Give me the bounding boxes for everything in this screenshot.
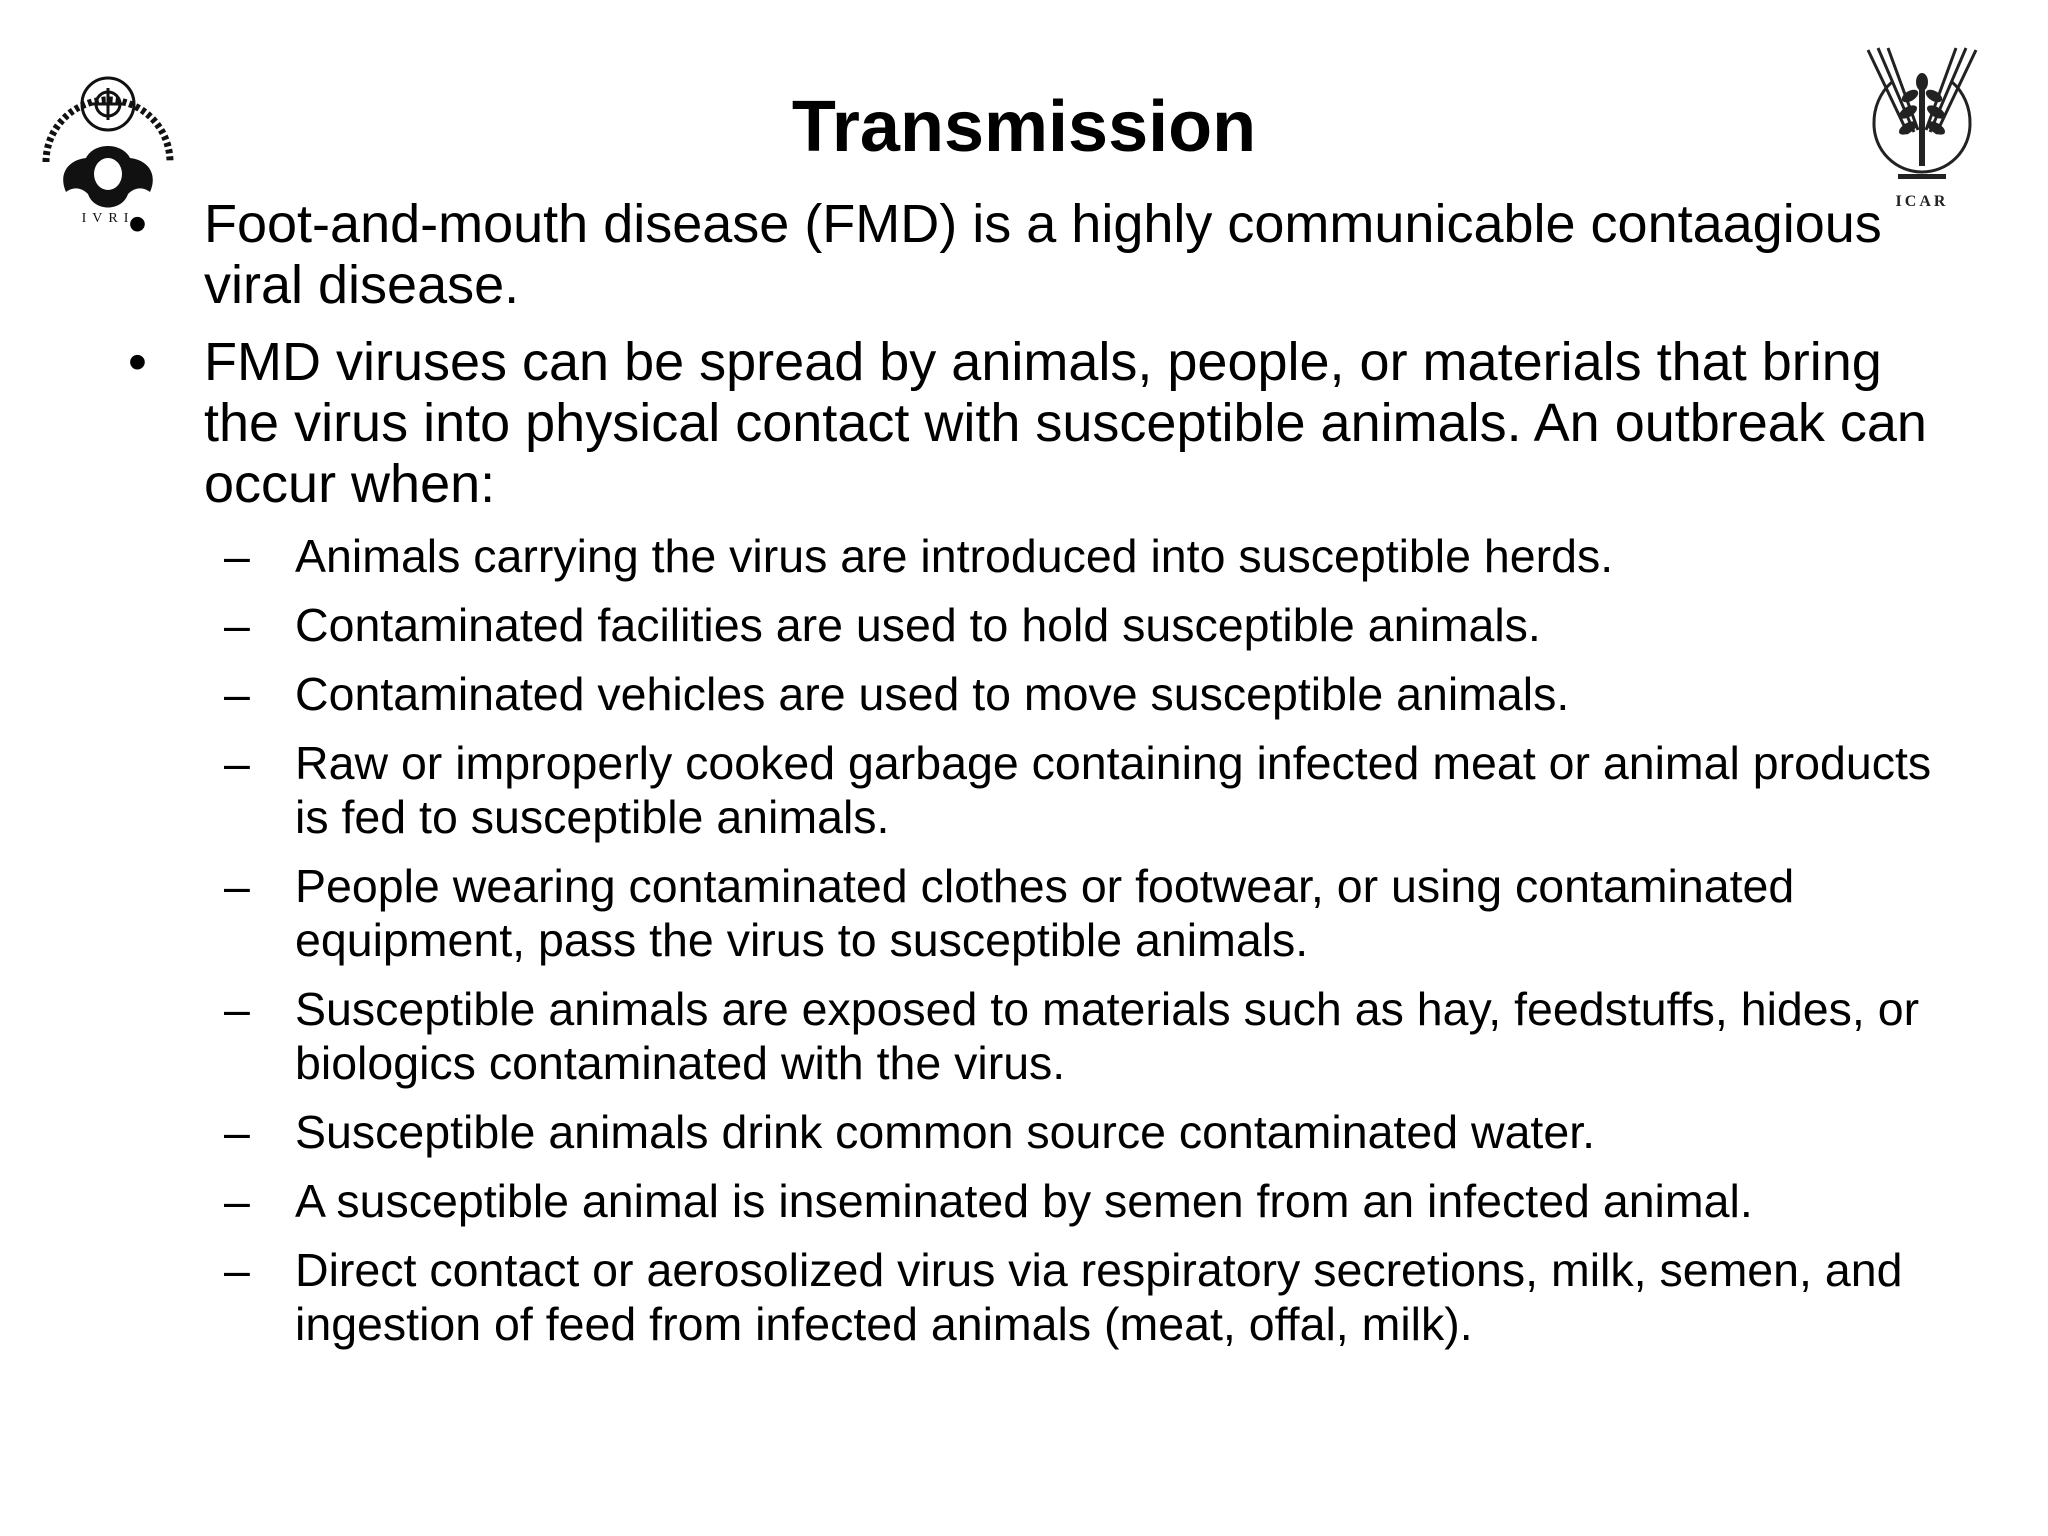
sub-bullet-text: Raw or improperly cooked garbage containing infected meat or animal products is fed to susceptible animals. (295, 737, 1932, 843)
sub-bullet-item (120, 1174, 1960, 1228)
slide-title: Transmission (791, 87, 1257, 167)
sub-bullet-item (120, 1243, 1960, 1351)
dash-marker: – (224, 668, 250, 720)
sub-bullet-item (120, 859, 1960, 967)
bullet-marker: • (128, 332, 147, 392)
sub-bullet-item (120, 1105, 1960, 1159)
bullet-marker: • (128, 194, 147, 254)
bullet-text: Foot-and-mouth disease (FMD) is a highly communicable contaagious viral disease. (204, 194, 1882, 315)
ivri-caption: IVRI (81, 211, 135, 226)
sub-bullet-text: Contaminated vehicles are used to move susceptible animals. (295, 668, 1570, 720)
sub-bullet-text: Direct contact or aerosolized virus via respiratory secretions, milk, semen, and ingestion of feed from infected animals (meat, offal, milk). (295, 1244, 1903, 1350)
bullet-item (120, 332, 1960, 1351)
sub-bullet-text: Contaminated facilities are used to hold susceptible animals. (295, 599, 1541, 651)
sub-bullet-item (120, 982, 1960, 1090)
dash-marker: – (224, 1175, 250, 1227)
dash-marker: – (224, 983, 250, 1035)
sub-bullet-text: A susceptible animal is inseminated by semen from an infected animal. (295, 1175, 1753, 1227)
dash-marker: – (224, 1106, 250, 1158)
dash-marker: – (224, 860, 250, 912)
sub-bullet-text: Animals carrying the virus are introduced into susceptible herds. (295, 530, 1614, 582)
icar-caption: ICAR (1895, 193, 1949, 210)
dash-marker: – (224, 530, 250, 582)
sub-bullet-list (204, 529, 1960, 1351)
sub-bullet-item (120, 667, 1960, 721)
dash-marker: – (224, 599, 250, 651)
bullet-text: FMD viruses can be spread by animals, people, or materials that bring the virus into physical contact with susceptible animals. An outbreak can occur when: (204, 332, 1927, 514)
sub-bullet-text: Susceptible animals are exposed to materials such as hay, feedstuffs, hides, or biologics contaminated with the virus. (295, 983, 1920, 1089)
bullet-list (120, 194, 1960, 1367)
sub-bullet-item (120, 736, 1960, 844)
sub-bullet-item (120, 529, 1960, 583)
dash-marker: – (224, 737, 250, 789)
sub-bullet-text: People wearing contaminated clothes or footwear, or using contaminated equipment, pass the virus to susceptible animals. (295, 860, 1795, 966)
sub-bullet-text: Susceptible animals drink common source contaminated water. (295, 1106, 1596, 1158)
dash-marker: – (224, 1244, 250, 1296)
bullet-item (120, 194, 1960, 316)
sub-bullet-item (120, 598, 1960, 652)
